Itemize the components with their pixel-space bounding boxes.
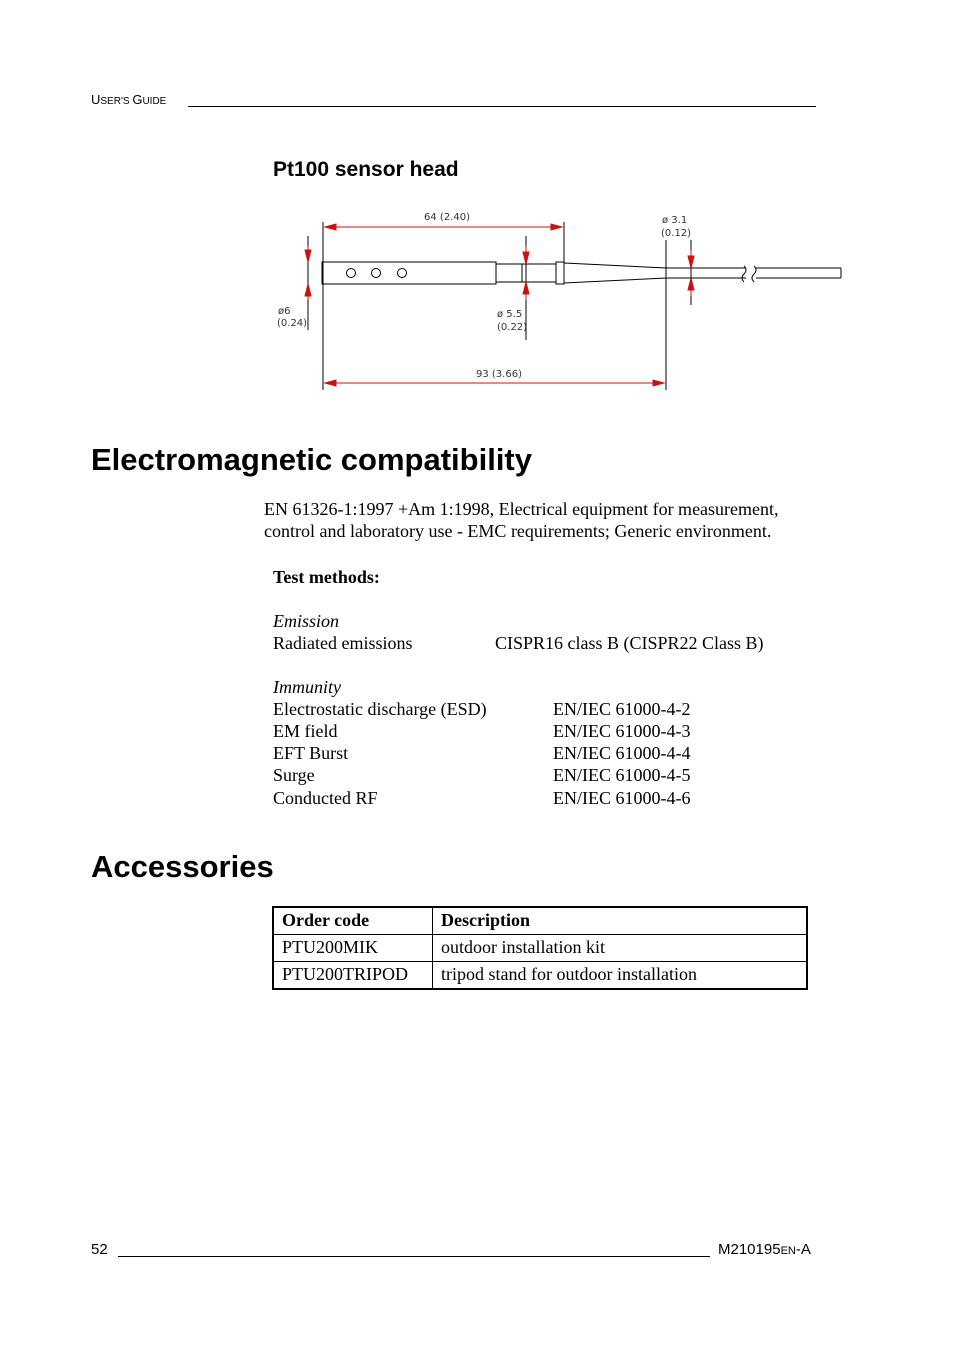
column-header-order-code: Order code: [273, 907, 433, 935]
accessories-heading: Accessories: [91, 849, 274, 884]
dim-31-inch-label: (0.12): [661, 228, 692, 239]
sensor-neck: [522, 264, 556, 282]
immunity-test: EFT Burst: [273, 743, 349, 763]
sensor-heading: Pt100 sensor head: [273, 158, 459, 181]
table-row: [273, 935, 807, 962]
table-row: [273, 962, 807, 990]
immunity-test: Conducted RF: [273, 788, 378, 808]
description-cell: outdoor installation kit: [433, 935, 808, 962]
order-code-cell: PTU200TRIPOD: [273, 962, 433, 990]
doc-code-suffix: -A: [795, 1241, 811, 1258]
sensor-collar: [556, 262, 564, 284]
header-smallcaps: SER'S: [100, 96, 133, 107]
immunity-standard: EN/IEC 61000-4-4: [553, 743, 691, 763]
immunity-standard: EN/IEC 61000-4-2: [553, 699, 691, 719]
dim-64-label: 64 (2.40): [424, 212, 470, 223]
header-smallcaps: UIDE: [142, 96, 167, 107]
dim-6-label: ø6: [278, 306, 291, 317]
immunity-test: Surge: [273, 765, 315, 785]
accessories-table: [272, 906, 808, 990]
doc-code-smallcaps: EN: [780, 1245, 796, 1257]
emc-standard-paragraph: [264, 498, 834, 542]
immunity-standard: EN/IEC 61000-4-6: [553, 788, 691, 808]
emission-test: Radiated emissions: [273, 633, 413, 653]
immunity-test: EM field: [273, 721, 338, 741]
sensor-hole: [372, 269, 381, 278]
immunity-label: Immunity: [273, 677, 341, 697]
sensor-body: [322, 262, 496, 284]
header-letter: U: [91, 92, 101, 107]
dim-55-label: ø 5.5: [497, 309, 523, 320]
emc-standard-line: EN 61326-1:1997 +Am 1:1998, Electrical equipment for measurement,: [264, 499, 779, 519]
document-code: [718, 1241, 811, 1258]
sensor-step: [496, 264, 522, 282]
immunity-standard: EN/IEC 61000-4-5: [553, 765, 691, 785]
immunity-standard: EN/IEC 61000-4-3: [553, 721, 691, 741]
header-rule: [188, 106, 816, 107]
column-header-description: Description: [433, 907, 808, 935]
sensor-dimension-drawing: [270, 200, 850, 400]
sensor-hole: [347, 269, 356, 278]
table-header-row: [273, 907, 807, 935]
running-header: [91, 92, 166, 107]
emc-standard-line: control and laboratory use - EMC requirements; Generic environment.: [264, 521, 772, 541]
order-code-cell: PTU200MIK: [273, 935, 433, 962]
header-letter: G: [132, 92, 143, 107]
doc-code-main: M210195: [718, 1241, 781, 1258]
dim-93-label: 93 (3.66): [476, 369, 522, 380]
emission-standard: CISPR16 class B (CISPR22 Class B): [495, 633, 764, 653]
dim-6-inch-label: (0.24): [277, 318, 308, 329]
test-methods-label: Test methods:: [273, 567, 380, 587]
immunity-test: Electrostatic discharge (ESD): [273, 699, 487, 719]
dim-55-inch-label: (0.22): [497, 322, 528, 333]
emc-heading: Electromagnetic compatibility: [91, 442, 532, 477]
dim-31-label: ø 3.1: [662, 215, 688, 226]
sensor-taper: [564, 263, 666, 283]
page-number: 52: [91, 1241, 108, 1258]
emission-label: Emission: [273, 611, 340, 631]
sensor-hole: [398, 269, 407, 278]
description-cell: tripod stand for outdoor installation: [433, 962, 808, 990]
footer-rule: [118, 1256, 710, 1257]
